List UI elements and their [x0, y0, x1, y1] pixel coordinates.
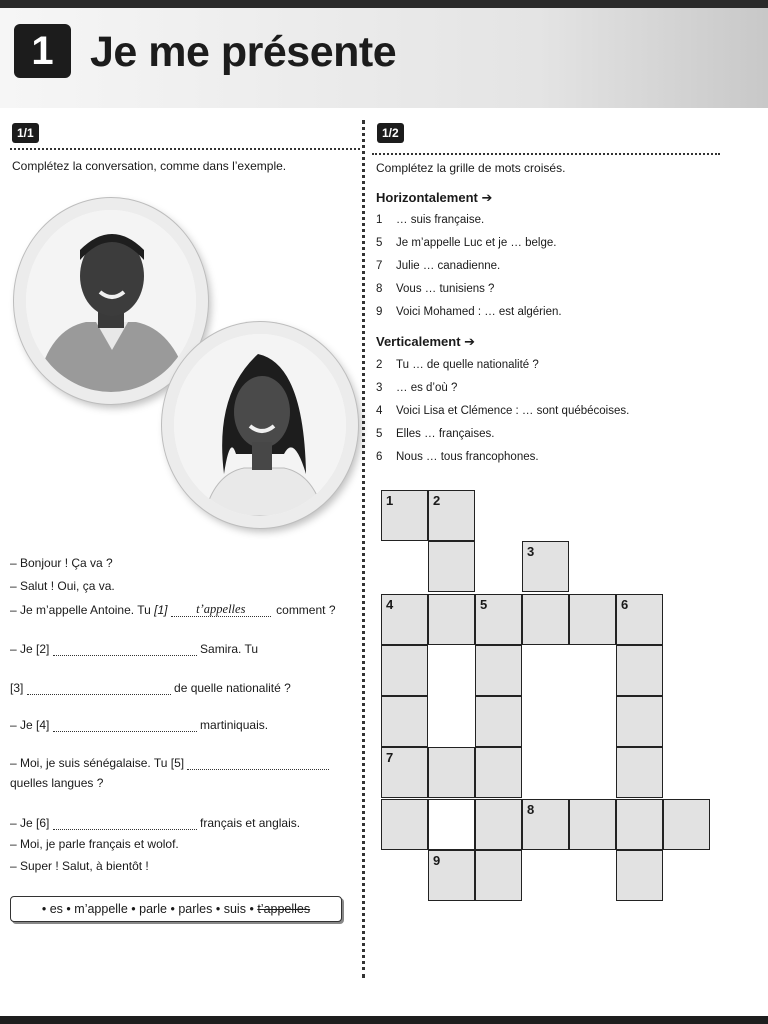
dialogue-line-1: – Bonjour ! Ça va ?: [10, 556, 113, 570]
clue-number: 8: [376, 283, 383, 295]
clue-number: 7: [376, 260, 383, 272]
example-answer: t’appelles: [196, 602, 246, 616]
page-top-edge: [0, 0, 768, 8]
dialogue-text: – Je [4]: [10, 718, 50, 732]
bullet: •: [170, 902, 175, 916]
page-title: Je me présente: [90, 28, 397, 76]
clue-text: … suis française.: [396, 214, 485, 226]
clue-vertical: [376, 359, 539, 371]
clue-number: 1: [376, 214, 383, 226]
grid-cell[interactable]: [475, 696, 522, 747]
cell-number: 9: [433, 853, 441, 868]
grid-cell[interactable]: [428, 490, 475, 541]
grid-cell[interactable]: [522, 541, 569, 592]
blank-4-input[interactable]: [53, 717, 197, 732]
clue-horizontal: [376, 237, 556, 249]
cell-number: 3: [527, 544, 535, 559]
cell-number: 2: [433, 493, 441, 508]
instruction-1-1: Complétez la conversation, comme dans l’exemple.: [12, 159, 287, 173]
word-bank-item: parle: [139, 902, 167, 916]
girl-portrait-icon: [174, 334, 346, 516]
grid-cell[interactable]: [428, 594, 475, 645]
dialogue-text: français et anglais.: [200, 816, 301, 830]
grid-cell[interactable]: [522, 594, 569, 645]
clue-text: Elles … françaises.: [396, 428, 495, 440]
exercise-label-1-2: 1/2: [377, 123, 404, 143]
grid-cell[interactable]: [381, 747, 428, 798]
word-bank: [10, 896, 342, 922]
grid-cell[interactable]: [475, 747, 522, 798]
blank-1-example: [171, 602, 271, 617]
cell-number: 1: [386, 493, 394, 508]
divider-dots-left: [10, 148, 360, 150]
boy-portrait-icon: [26, 210, 196, 392]
grid-cell[interactable]: [475, 645, 522, 696]
photo-girl: [162, 322, 358, 528]
dialogue-text: comment ?: [276, 603, 336, 617]
clue-text: Vous … tunisiens ?: [396, 283, 495, 295]
dialogue-line-8: quelles langues ?: [10, 776, 104, 790]
clue-vertical: [376, 428, 494, 440]
bullet: •: [66, 902, 71, 916]
grid-cell[interactable]: [522, 799, 569, 850]
clue-text: … es d’où ?: [396, 382, 458, 394]
dialogue-line-7: [10, 755, 329, 770]
cell-number: 6: [621, 597, 629, 612]
word-bank-item: es: [49, 902, 63, 916]
grid-cell[interactable]: [616, 747, 663, 798]
dialogue-line-6: [10, 717, 268, 732]
grid-cell[interactable]: [616, 850, 663, 901]
clue-vertical: [376, 382, 457, 394]
clue-text: Tu … de quelle nationalité ?: [396, 359, 539, 371]
clue-text: Julie … canadienne.: [396, 260, 501, 272]
word-bank-item: parles: [178, 902, 213, 916]
dialogue-text: martiniquais.: [200, 718, 269, 732]
clue-horizontal: [376, 283, 494, 295]
grid-cell[interactable]: [381, 490, 428, 541]
clue-number: 2: [376, 359, 383, 371]
dialogue-text: – Je [2]: [10, 642, 50, 656]
chapter-number-badge: 1: [14, 24, 71, 78]
column-divider: [362, 120, 365, 978]
grid-cell[interactable]: [475, 799, 522, 850]
clue-horizontal: [376, 214, 484, 226]
bullet: •: [41, 902, 47, 916]
grid-cell-white: [428, 799, 475, 850]
word-bank-item: m’appelle: [74, 902, 128, 916]
page-bottom-edge: [0, 1016, 768, 1024]
grid-cell[interactable]: [616, 799, 663, 850]
cell-number: 8: [527, 802, 535, 817]
clue-horizontal: [376, 260, 500, 272]
clue-number: 5: [376, 237, 383, 249]
vertical-heading: Verticalement ➔: [376, 334, 476, 349]
horizontal-heading: Horizontalement ➔: [376, 190, 493, 205]
word-bank-item-used: t’appelles: [257, 902, 311, 916]
bullet: •: [249, 902, 254, 916]
grid-cell[interactable]: [428, 541, 475, 592]
cell-number: 7: [386, 750, 394, 765]
exercise-label-1-1: 1/1: [12, 123, 39, 143]
dialogue-line-5: [10, 680, 291, 695]
clue-number: 9: [376, 306, 383, 318]
bullet: •: [215, 902, 221, 916]
dialogue-text: Samira. Tu: [200, 642, 259, 656]
divider-dots-right: [372, 153, 720, 155]
clue-text: Voici Lisa et Clémence : … sont québécoises.: [396, 405, 630, 417]
clue-text: Nous … tous francophones.: [396, 451, 539, 463]
clue-number: 3: [376, 382, 383, 394]
blank-2-input[interactable]: [53, 641, 197, 656]
instruction-1-2: Complétez la grille de mots croisés.: [376, 161, 566, 175]
blank-number: [1]: [154, 603, 168, 617]
dialogue-line-3: [10, 602, 336, 617]
grid-cell[interactable]: [569, 799, 616, 850]
dialogue-text: – Je [6]: [10, 816, 50, 830]
dialogue-text: – Je m’appelle Antoine. Tu: [10, 603, 151, 617]
grid-cell[interactable]: [616, 696, 663, 747]
dialogue-line-2: – Salut ! Oui, ça va.: [10, 579, 115, 593]
clue-horizontal: [376, 306, 562, 318]
grid-cell[interactable]: [569, 594, 616, 645]
clue-text: Je m’appelle Luc et je … belge.: [396, 237, 557, 249]
grid-cell[interactable]: [428, 850, 475, 901]
cell-number: 5: [480, 597, 488, 612]
dialogue-line-10: – Moi, je parle français et wolof.: [10, 837, 179, 851]
blank-3-input[interactable]: [27, 680, 171, 695]
clue-number: 6: [376, 451, 383, 463]
dialogue-text: de quelle nationalité ?: [174, 681, 291, 695]
grid-cell[interactable]: [381, 799, 428, 850]
grid-cell[interactable]: [663, 799, 710, 850]
dialogue-text: [3]: [10, 681, 24, 695]
clue-number: 5: [376, 428, 383, 440]
blank-5-input[interactable]: [187, 755, 329, 770]
blank-6-input[interactable]: [53, 815, 197, 830]
grid-cell[interactable]: [381, 696, 428, 747]
clue-vertical: [376, 451, 539, 463]
grid-cell[interactable]: [381, 594, 428, 645]
cell-number: 4: [386, 597, 394, 612]
dialogue-line-4: [10, 641, 258, 656]
clue-text: Voici Mohamed : … est algérien.: [396, 306, 562, 318]
grid-cell[interactable]: [475, 594, 522, 645]
grid-cell[interactable]: [616, 594, 663, 645]
clue-vertical: [376, 405, 629, 417]
dialogue-text: – Moi, je suis sénégalaise. Tu [5]: [10, 756, 185, 770]
dialogue-line-11: – Super ! Salut, à bientôt !: [10, 859, 149, 873]
bullet: •: [131, 902, 136, 916]
grid-cell[interactable]: [475, 850, 522, 901]
grid-cell[interactable]: [428, 747, 475, 798]
clue-number: 4: [376, 405, 383, 417]
grid-cell[interactable]: [381, 645, 428, 696]
dialogue-line-9: [10, 815, 300, 830]
grid-cell[interactable]: [616, 645, 663, 696]
word-bank-item: suis: [223, 902, 246, 916]
